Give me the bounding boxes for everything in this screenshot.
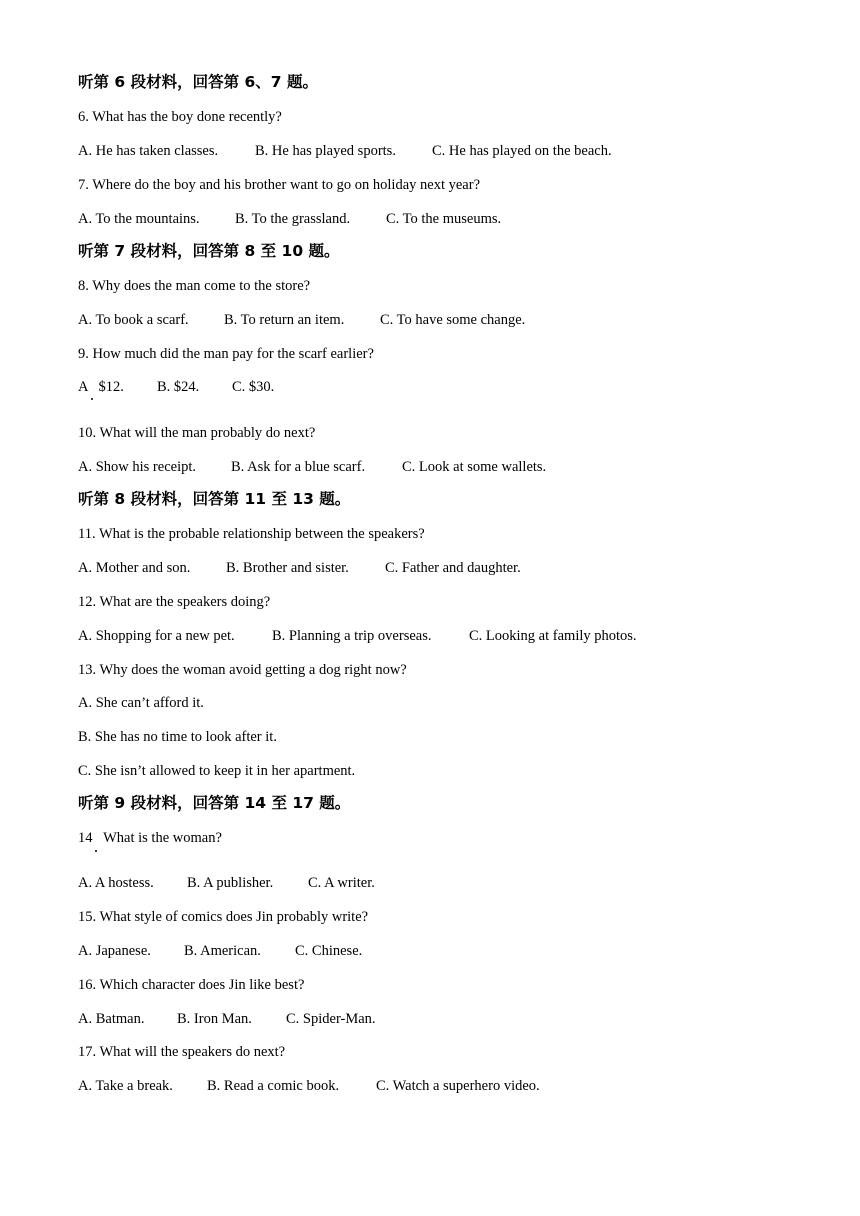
- question-14: 14 What is the woman?: [78, 830, 222, 846]
- stray-dot: [95, 850, 97, 852]
- question-16: 16. Which character does Jin like best?: [78, 977, 305, 993]
- question-9: 9. How much did the man pay for the scarf earlier?: [78, 346, 374, 362]
- option-6-c: C. He has played on the beach.: [432, 143, 612, 159]
- section-heading-6: 听第 6 段材料，回答第 6、7 题。: [78, 73, 318, 91]
- question-7: 7. Where do the boy and his brother want to go on holiday next year?: [78, 177, 480, 193]
- option-12-a: A. Shopping for a new pet.: [78, 628, 235, 644]
- option-12-b: B. Planning a trip overseas.: [272, 628, 432, 644]
- option-6-a: A. He has taken classes.: [78, 143, 219, 159]
- question-15: 15. What style of comics does Jin probably write?: [78, 909, 369, 925]
- stray-dot: [91, 398, 93, 400]
- option-15-a: A. Japanese.: [78, 943, 151, 959]
- option-17-a: A. Take a break.: [78, 1078, 173, 1094]
- option-16-a: A. Batman.: [78, 1011, 145, 1027]
- option-13-c: C. She isn’t allowed to keep it in her apartment.: [78, 763, 356, 779]
- option-14-a: A. A hostess.: [78, 875, 154, 891]
- option-9-c: C. $30.: [232, 379, 275, 395]
- option-10-c: C. Look at some wallets.: [402, 459, 547, 475]
- option-9-b: B. $24.: [157, 379, 200, 395]
- option-14-b: B. A publisher.: [187, 875, 274, 891]
- question-8: 8. Why does the man come to the store?: [78, 278, 311, 294]
- option-7-a: A. To the mountains.: [78, 211, 200, 227]
- option-8-a: A. To book a scarf.: [78, 312, 189, 328]
- section-heading-7: 听第 7 段材料，回答第 8 至 10 题。: [78, 242, 340, 260]
- section-heading-9: 听第 9 段材料，回答第 14 至 17 题。: [78, 794, 351, 812]
- option-16-b: B. Iron Man.: [177, 1011, 252, 1027]
- option-10-b: B. Ask for a blue scarf.: [231, 459, 366, 475]
- option-17-c: C. Watch a superhero video.: [376, 1078, 540, 1094]
- option-13-a: A. She can’t afford it.: [78, 695, 204, 711]
- option-8-b: B. To return an item.: [224, 312, 345, 328]
- option-11-c: C. Father and daughter.: [385, 560, 521, 576]
- option-11-b: B. Brother and sister.: [226, 560, 349, 576]
- option-15-b: B. American.: [184, 943, 261, 959]
- option-16-c: C. Spider-Man.: [286, 1011, 376, 1027]
- option-7-c: C. To the museums.: [386, 211, 502, 227]
- option-9-a: A $12.: [78, 379, 124, 395]
- option-17-b: B. Read a comic book.: [207, 1078, 340, 1094]
- option-7-b: B. To the grassland.: [235, 211, 351, 227]
- question-12: 12. What are the speakers doing?: [78, 594, 271, 610]
- question-17: 17. What will the speakers do next?: [78, 1044, 286, 1060]
- section-heading-8: 听第 8 段材料，回答第 11 至 13 题。: [78, 490, 351, 508]
- option-15-c: C. Chinese.: [295, 943, 363, 959]
- option-12-c: C. Looking at family photos.: [469, 628, 637, 644]
- option-11-a: A. Mother and son.: [78, 560, 191, 576]
- option-13-b: B. She has no time to look after it.: [78, 729, 277, 745]
- option-14-c: C. A writer.: [308, 875, 375, 891]
- option-6-b: B. He has played sports.: [255, 143, 396, 159]
- option-10-a: A. Show his receipt.: [78, 459, 196, 475]
- question-13: 13. Why does the woman avoid getting a dog right now?: [78, 662, 407, 678]
- question-11: 11. What is the probable relationship between the speakers?: [78, 526, 425, 542]
- question-6: 6. What has the boy done recently?: [78, 109, 282, 125]
- question-10: 10. What will the man probably do next?: [78, 425, 316, 441]
- option-8-c: C. To have some change.: [380, 312, 526, 328]
